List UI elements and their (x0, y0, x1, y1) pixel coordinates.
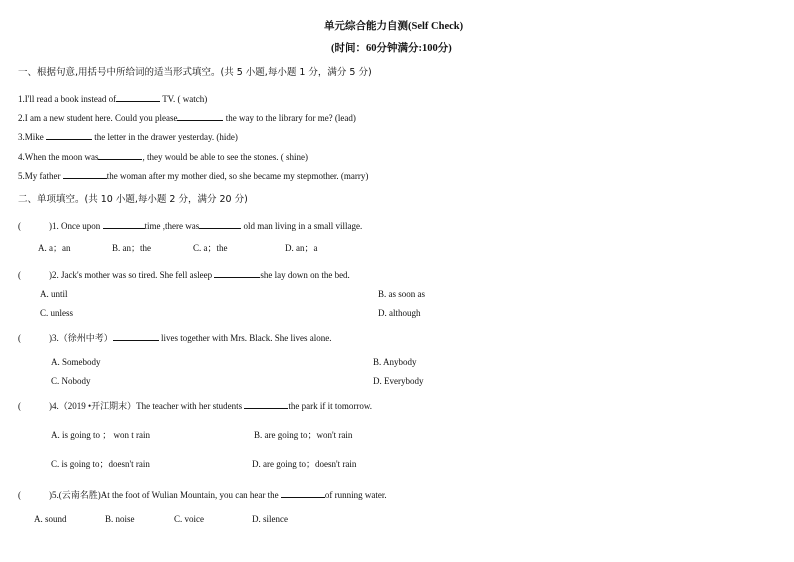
question-text: )3.（徐州中考） (49, 333, 113, 343)
answer-blank[interactable] (116, 92, 160, 102)
question-text: )2. Jack's mother was so tired. She fell asleep (49, 270, 213, 280)
fill-item-text: 3.Mike (18, 132, 44, 142)
question-text: the park if it tomorrow. (288, 401, 373, 411)
answer-blank[interactable] (98, 150, 142, 160)
question-text: )5.(云南名胜)At the foot of Wulian Mountain, you can hear the (49, 490, 279, 500)
section2-heading: 二、单项填空。(共 10 小题,每小题 2 分，满分 20 分) (18, 194, 248, 205)
question-paren: ( (18, 270, 21, 280)
question-text: she lay down on the bed. (260, 270, 350, 280)
question-5 (18, 488, 387, 501)
question-paren: ( (18, 401, 21, 411)
option[interactable]: A. is going to ； won t rain (51, 430, 150, 440)
question-text: of running water. (324, 490, 387, 500)
option[interactable]: C. voice (174, 514, 204, 524)
question-1 (18, 219, 362, 232)
answer-blank[interactable] (103, 219, 145, 229)
page-subtitle: (时间：60分钟满分:100分) (331, 43, 452, 54)
answer-blank[interactable] (63, 169, 107, 179)
answer-blank[interactable] (177, 111, 223, 121)
answer-blank[interactable] (214, 268, 260, 278)
answer-blank[interactable] (281, 488, 325, 498)
answer-blank[interactable] (46, 130, 92, 140)
question-text: old man living in a small village. (243, 221, 363, 231)
question-text: time ,there was (144, 221, 200, 231)
question-4 (18, 399, 372, 412)
fill-item-text: 4.When the moon was (18, 152, 99, 162)
fill-item-text: , they would be able to see the stones. ( shine) (142, 152, 308, 162)
option[interactable]: D. an；a (285, 243, 318, 253)
fill-item-text: the letter in the drawer yesterday. (hide) (94, 132, 238, 142)
fill-item-text: the woman after my mother died, so she became my stepmother. (marry) (106, 171, 369, 181)
fill-item-5 (18, 169, 368, 182)
fill-item-text: the way to the library for me? (lead) (225, 113, 356, 123)
question-2 (18, 268, 350, 281)
option[interactable]: D. silence (252, 514, 288, 524)
question-paren: ( (18, 333, 21, 343)
option[interactable]: A. Somebody (51, 357, 101, 367)
option[interactable]: D. although (378, 308, 421, 318)
option[interactable]: B. noise (105, 514, 135, 524)
question-text: lives together with Mrs. Black. She lives alone. (161, 333, 332, 343)
fill-item-4 (18, 150, 308, 163)
option[interactable]: C. Nobody (51, 376, 91, 386)
option[interactable]: D. Everybody (373, 376, 424, 386)
option[interactable]: A. sound (34, 514, 67, 524)
fill-item-1 (18, 92, 207, 105)
question-text: )1. Once upon (49, 221, 101, 231)
option[interactable]: C. is going to；doesn't rain (51, 459, 150, 469)
fill-item-text: 1.I'll read a book instead of (18, 94, 117, 104)
option[interactable]: A. until (40, 289, 68, 299)
question-paren: ( (18, 221, 21, 231)
answer-blank[interactable] (113, 331, 159, 341)
section1-heading: 一、根据句意,用括号中所给词的适当形式填空。(共 5 小题,每小题 1 分，满分 5 分) (18, 67, 372, 78)
option[interactable]: D. are going to；doesn't rain (252, 459, 357, 469)
question-text: )4.（2019 •开江期末）The teacher with her students (49, 401, 243, 411)
option[interactable]: B. Anybody (373, 357, 417, 367)
answer-blank[interactable] (199, 219, 241, 229)
fill-item-2 (18, 111, 356, 124)
question-3 (18, 331, 331, 344)
fill-item-3 (18, 130, 238, 143)
option[interactable]: B. an；the (112, 243, 151, 253)
page-title: 单元综合能力自测(Self Check) (324, 21, 464, 32)
option[interactable]: C. unless (40, 308, 74, 318)
fill-item-text: 5.My father (18, 171, 61, 181)
fill-item-text: 2.I am a new student here. Could you please (18, 113, 178, 123)
answer-blank[interactable] (244, 399, 288, 409)
option[interactable]: C. a；the (193, 243, 228, 253)
fill-item-text: TV. ( watch) (162, 94, 208, 104)
option[interactable]: B. as soon as (378, 289, 425, 299)
option[interactable]: A. a；an (38, 243, 71, 253)
question-paren: ( (18, 490, 21, 500)
option[interactable]: B. are going to；won't rain (254, 430, 353, 440)
